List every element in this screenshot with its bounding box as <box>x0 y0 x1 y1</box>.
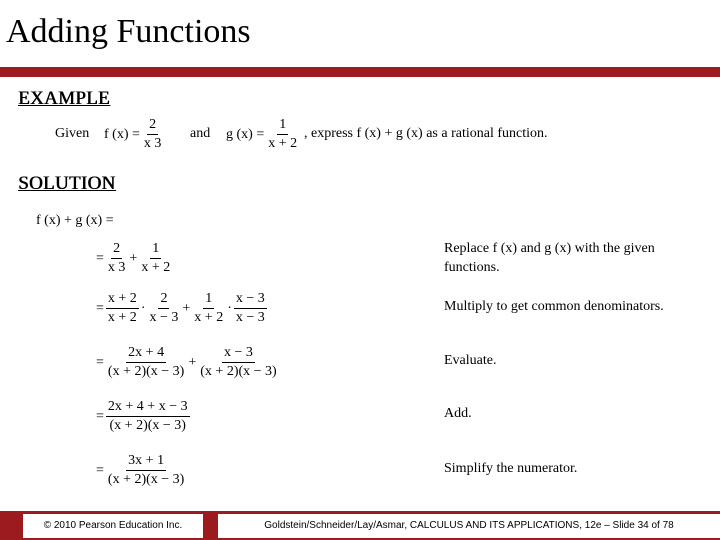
solution-intro: f (x) + g (x) = <box>36 213 114 228</box>
step-5-term-1: $\frac{3x + 1}{(x + 2)(x - 3)}$ <box>107 453 185 487</box>
step-2-term-3: $\frac{1}{x + 2}$ <box>194 291 224 325</box>
step-3-expression: = $\frac{2x + 4}{(x + 2)(x - 3)}$ + $\frac{x - 3}{(x + 2)(x - 3)}$ <box>96 345 277 379</box>
step-3-term-1: $\frac{2x + 4}{(x + 2)(x - 3)}$ <box>107 345 185 379</box>
step-2-note: Multiply to get common denominators. <box>444 299 664 314</box>
g-label: g (x) = <box>226 126 265 142</box>
step-3-term-2: $\frac{x - 3}{(x + 2)(x - 3)}$ <box>200 345 277 379</box>
g-numerator: 1 <box>277 117 288 135</box>
step-1-term-2: $\frac{1}{x + 2}$ <box>141 241 171 275</box>
solution-heading: SOLUTION <box>18 173 116 194</box>
f-fraction <box>142 117 164 152</box>
f-label: f (x) = <box>104 126 140 142</box>
step-1-term-1: $\frac{2}{x 3}$ <box>107 241 126 275</box>
step-1-note: Replace f (x) and g (x) with the given functions. <box>444 241 655 275</box>
footer-citation: Goldstein/Schneider/Lay/Asmar, CALCULUS AND ITS APPLICATIONS, 12e – Slide 34 of 78 <box>264 520 674 531</box>
step-2-term-4: $\frac{x - 3}{x - 3}$ <box>235 291 265 325</box>
given-label: Given <box>55 126 90 141</box>
step-2-expression: = $\frac{x + 2}{x + 2}$ · $\frac{2}{x - 3}$ + $\frac{1}{x + 2}$ · $\frac{x - 3}{x - 3}$ <box>96 291 265 325</box>
f-numerator: 2 <box>147 117 158 135</box>
title-divider-bar <box>0 67 720 77</box>
f-definition <box>104 117 165 152</box>
step-4-note: Add. <box>444 406 472 421</box>
and-label: and <box>190 126 211 141</box>
g-definition <box>226 117 301 152</box>
step-3-note: Evaluate. <box>444 353 497 368</box>
example-heading: EXAMPLE <box>18 88 110 109</box>
step-2-term-2: $\frac{2}{x - 3}$ <box>149 291 179 325</box>
step-2-term-1: $\frac{x + 2}{x + 2}$ <box>107 291 137 325</box>
f-denominator: x 3 <box>143 136 162 151</box>
express-text: , express f (x) + g (x) as a rational function. <box>304 126 548 141</box>
step-5-expression: = $\frac{3x + 1}{(x + 2)(x - 3)}$ <box>96 453 185 487</box>
step-4-expression: = $\frac{2x + 4 + x - 3}{(x + 2)(x - 3)}$ <box>96 399 188 433</box>
footer-copyright: © 2010 Pearson Education Inc. <box>43 520 183 531</box>
g-fraction <box>266 117 299 152</box>
step-5-note: Simplify the numerator. <box>444 461 578 476</box>
g-denominator: x + 2 <box>268 136 298 151</box>
step-4-term-1: $\frac{2x + 4 + x - 3}{(x + 2)(x - 3)}$ <box>107 399 188 433</box>
slide-title: Adding Functions <box>6 13 251 50</box>
step-1-expression: = $\frac{2}{x 3}$ + $\frac{1}{x + 2}$ <box>96 241 171 275</box>
